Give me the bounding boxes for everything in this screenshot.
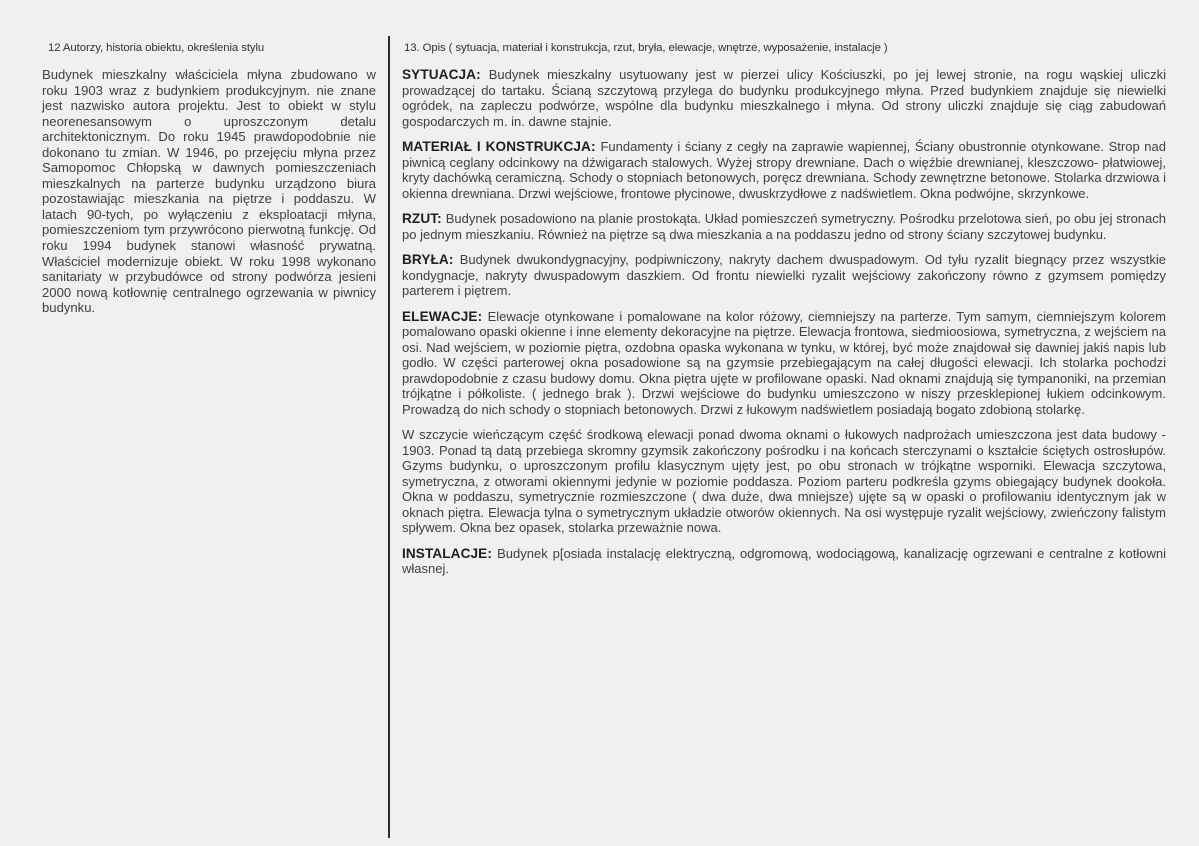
elevations-label: ELEWACJE: — [402, 308, 488, 324]
plan-text: Budynek posadowiono na planie prostokąta. Układ pomieszczeń symetryczny. Pośrodku przelotowa sień, po obu jej stronach po jednym mieszkaniu. Również na piętrze są dwa mieszkania a na poddaszu jedno od strony ściany szczytowej budynku. — [402, 211, 1166, 242]
elevations-text: Elewacje otynkowane i pomalowane na kolor różowy, ciemniejszy na parterze. Tym samym, ciemniejszym kolorem pomalowano opaski okienne i inne elementy dekoracyjne na piętrze. Elewacja frontowa, siedmioosiowa, symetryczna, z wejściem na osi. Nad wejściem, w poziomie piętra, ozdobna opaska wykonana w tynku, w której, być może znajdował się dawniej jakiś napis lub godło. W części parterowej okna posadowione są na gzymsie przebiegającym na całej długości elewacji. Ich stolarka pochodzi prawdopodobnie z czasu budowy domu. Okna piętra ujęte w profilowane opaski. Nad oknami znajdują się tympanoniki, na przemian trójkątne i półkoliste. ( jednego brak ). Drzwi wejściowe do budynku umieszczono w niszy przesklepionej łukiem odcinkowym. Prowadzą do nich schody o stopniach betonowych. Drzwi z łukowym nadświetlem posiadają bogato zdobioną stolarkę. — [402, 308, 1166, 417]
installations-paragraph — [402, 546, 1166, 577]
elevations-paragraph — [402, 309, 1166, 418]
gable-text: W szczycie wieńczącym część środkową elewacji ponad dwoma oknami o łukowych nadprożach umieszczona jest data budowy - 1903. Ponad tą datą przebiega skromny gzymsik zakończony pośrodku i na końcach sterczynami o kształcie ściętych ostrosłupów. Gzyms budynku, o uproszczonym profilu klasycznym ujęty jest, po obu stronach w trójkątne wsporniki. Elewacja szczytowa, symetryczna, z otworami okiennymi jedynie w poziomie poddasza. Poziom parteru podkreśla gzyms obiegający budynek dookoła. Okna w poddaszu, symetrycznie rozmieszczone ( dwa duże, dwa mniejsze) ujęte są w opaski o profilowaniu identycznym jak w oknach piętra. Elewacja tylna o symetrycznym układzie otworów okiennych. Na osi występuje ryzalit wejściowy, zwieńczony falistym spływem. Okna bez opasek, stolarka przeważnie nowa. — [402, 427, 1166, 535]
situation-text: Budynek mieszkalny usytuowany jest w pierzei ulicy Kościuszki, po jej lewej stronie, na rogu wąskiej uliczki prowadzącej do tartaku. Ścianą szczytową przylega do budynku produkcyjnego młyna. Przed budynkiem znajduje się niewielki ogródek, na zapleczu podwórze, wspólne dla budynku mieszkalnego i młyna. Od strony uliczki znajduje się ciąg zabudowań gospodarczych m. in. dawne stajnie. — [402, 67, 1166, 129]
material-label: MATERIAŁ I KONSTRUKCJA: — [402, 139, 601, 154]
gable-paragraph — [402, 427, 1166, 536]
section-12-heading: 12 Autorzy, historia obiektu, określenia stylu — [48, 42, 265, 54]
installations-label: INSTALACJE: — [402, 545, 498, 561]
column-divider — [388, 36, 390, 838]
situation-label: SYTUACJA: — [402, 67, 489, 82]
plan-label: RZUT: — [402, 211, 446, 226]
massing-label: BRYŁA: — [402, 252, 460, 267]
massing-paragraph — [402, 252, 1166, 299]
material-paragraph — [402, 139, 1166, 201]
plan-paragraph — [402, 211, 1166, 242]
situation-paragraph — [402, 67, 1166, 129]
section-13-heading: 13. Opis ( sytuacja, materiał i konstrukcja, rzut, bryła, elewacje, wnętrze, wyposażenie, instalacje ) — [404, 42, 888, 54]
right-column — [402, 42, 1166, 587]
massing-text: Budynek dwukondygnacyjny, podpiwniczony, nakryty dachem dwuspadowym. Od tyłu ryzalit biegnący przez wszystkie kondygnacje, nakryty dwuspadowym daszkiem. Od frontu niewielki ryzalit wejściowy zakończony równo z gzymsem pomiędzy parterem i piętrem. — [402, 252, 1166, 298]
installations-text: Budynek p[osiada instalację elektryczną, odgromową, wodociągową, kanalizację ogrzewani e centralne z kotłowni własnej. — [402, 545, 1167, 576]
material-text: Fundamenty i ściany z cegły na zaprawie wapiennej, Ściany obustronnie otynkowane. Strop nad piwnicą ceglany odcinkowy na dźwigarach stalowych. Wyżej stropy drewniane. Dach o więźbie drewnianej, kleszczowo- płatwiowej, kryty dachówką ceramiczną. Schody o stopniach betonowych, poręcz drewniana. Schody zewnętrzne betonowe. Stolarka drzwiowa i okienna drewniana. Drzwi wejściowe, frontowe płycinowe, dwuskrzydłowe z nadświetlem. Okna podwójne, skrzynkowe. — [402, 139, 1166, 201]
left-column — [42, 42, 376, 316]
history-text: Budynek mieszkalny właściciela młyna zbudowano w roku 1903 wraz z budynkiem produkcyjnym. nie znane jest nazwisko autora projektu. Jest to obiekt w stylu neorenesansowym o uproszczonym detalu architektonicznym. Do roku 1945 prawdopodobnie nie dokonano tu zmian. W 1946, po przejęciu młyna przez Samopomoc Chłopską w dawnych pomieszczeniach mieszkalnych na parterze budynku urządzono biura pozostawiając mieszkania na piętrze i poddaszu. W latach 90-tych, po wyłączeniu z eksploatacji młyna, pomieszczeniom tym przywrócono pierwotną funkcję. Od roku 1994 budynek stanowi własność prywatną. Właściciel modernizuje obiekt. W roku 1998 wykonano sanitariaty w przybudówce od strony podwórza jesieni 2000 nową kotłownię centralnego ogrzewania w piwnicy budynku. — [42, 67, 376, 316]
